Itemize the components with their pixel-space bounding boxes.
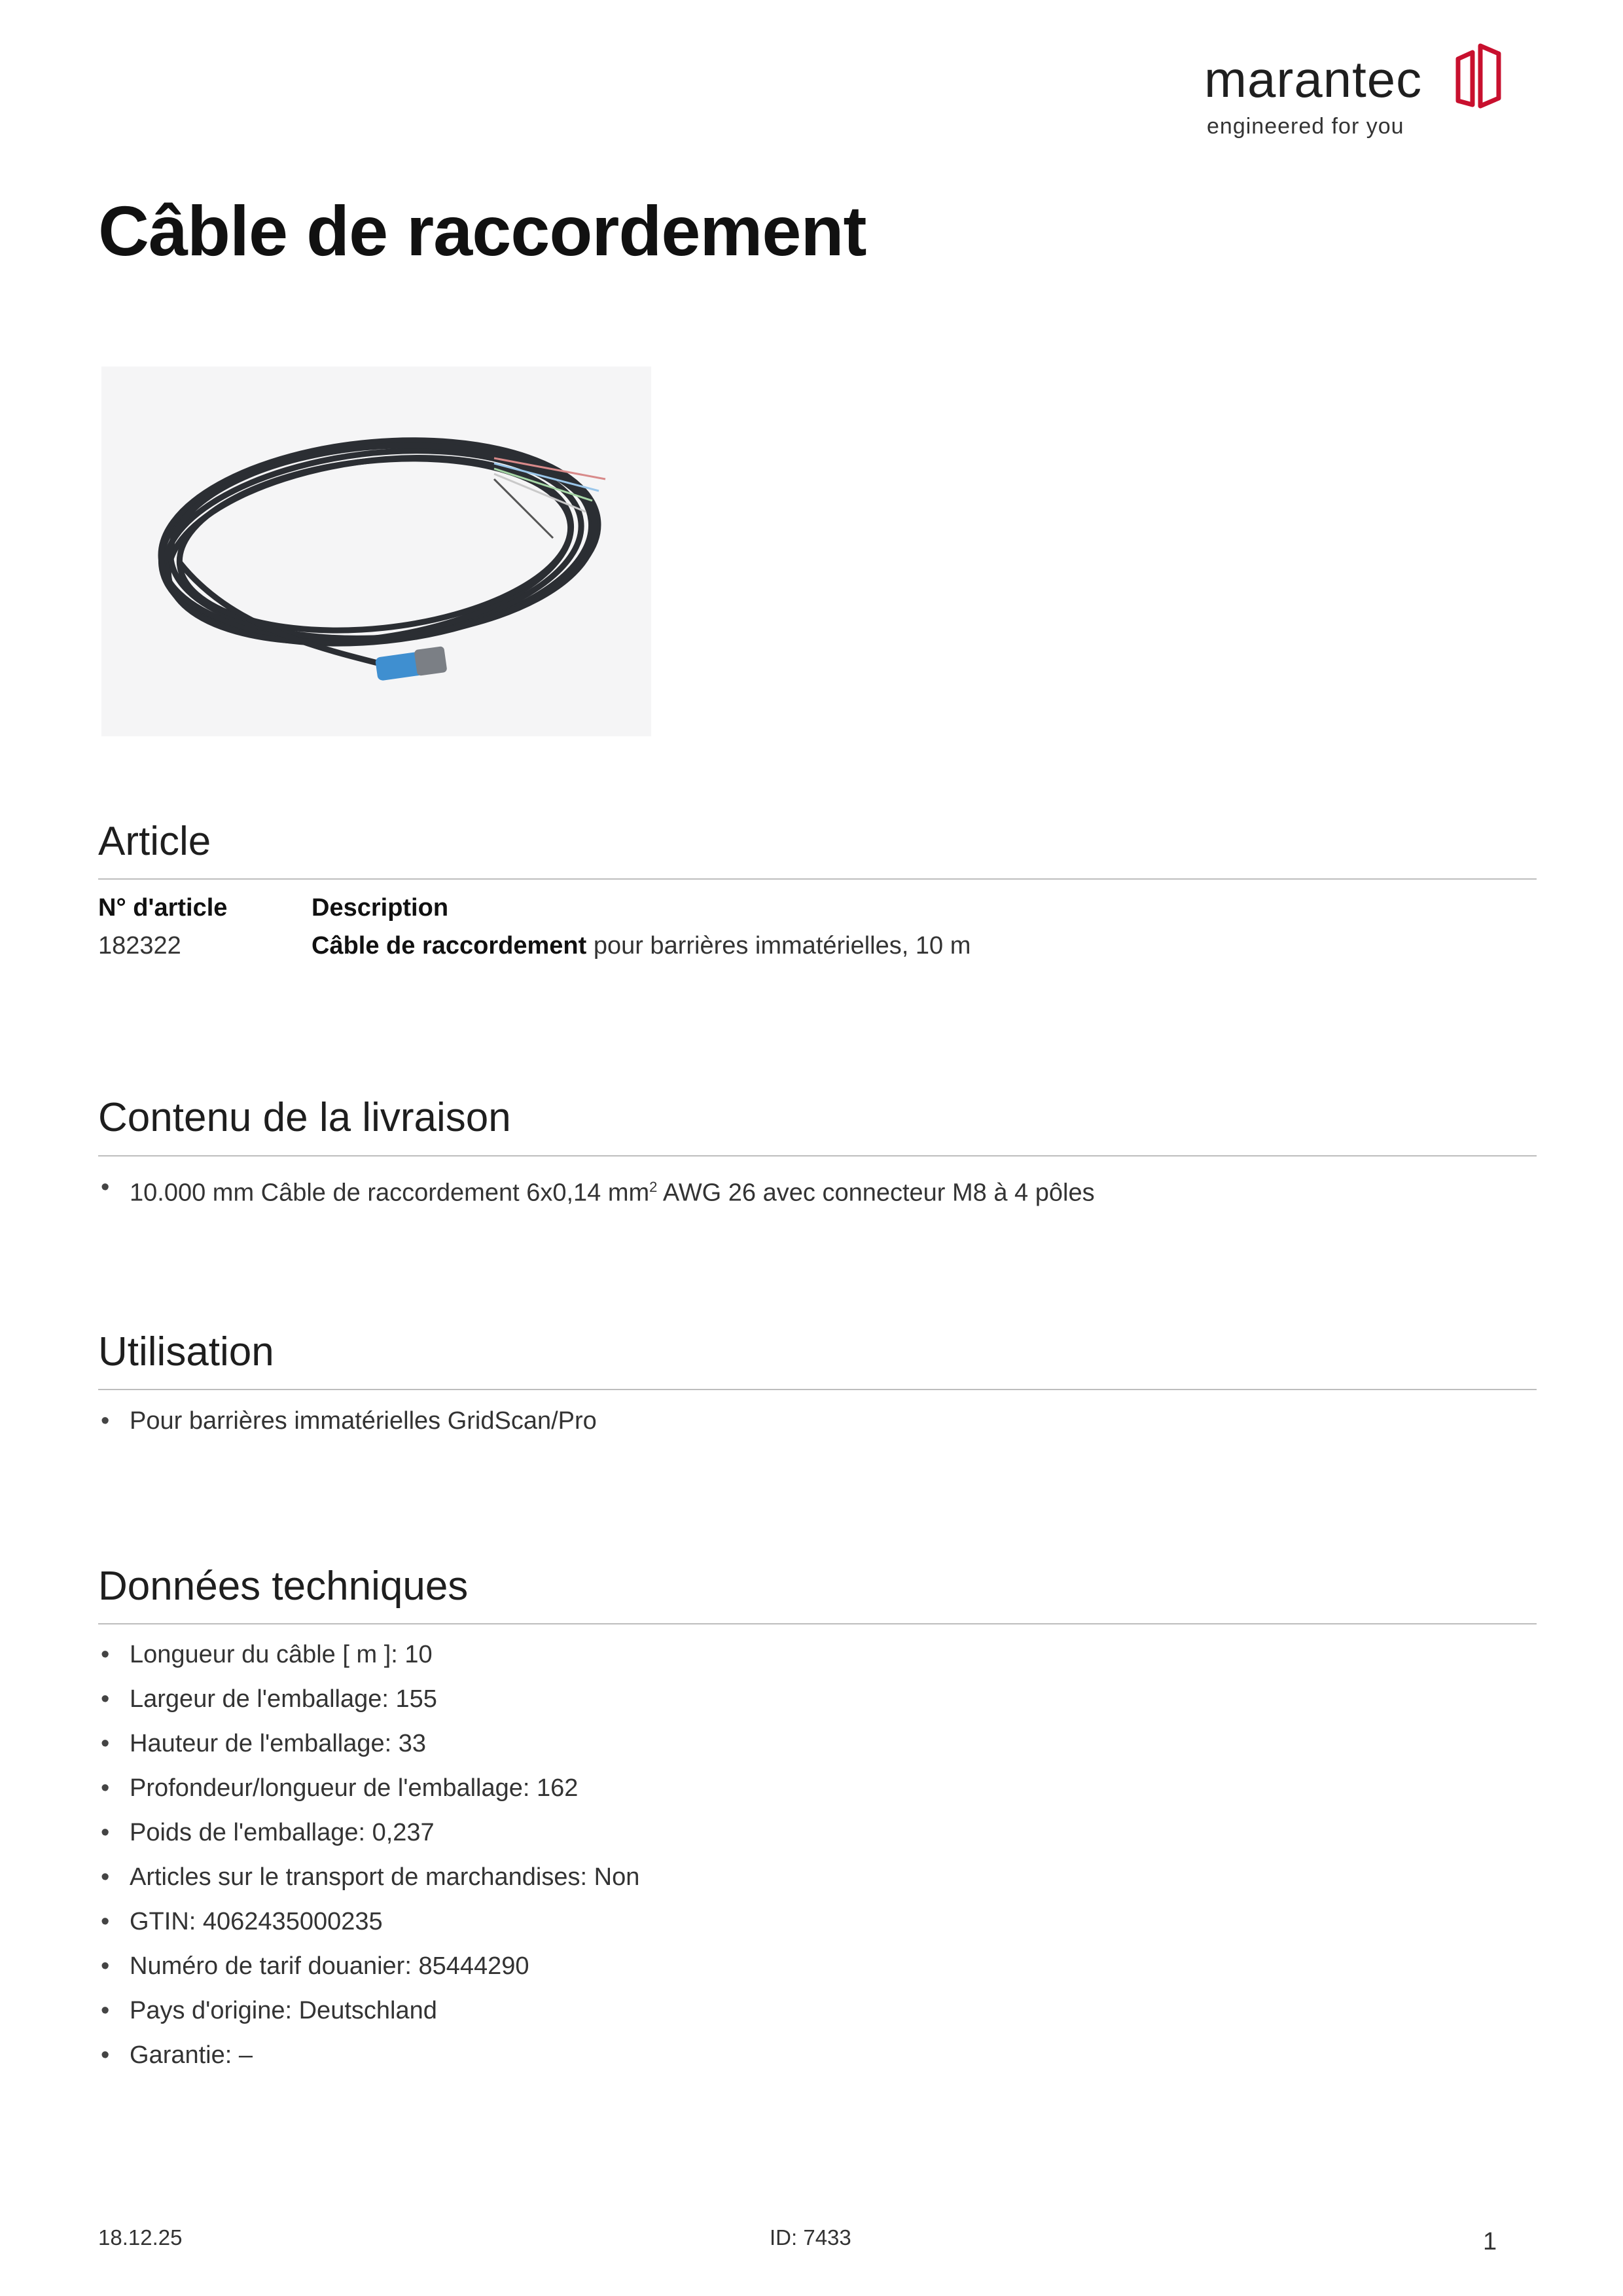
brand-logo xyxy=(1204,41,1505,149)
table-header-article-number: N° d'article xyxy=(98,894,228,922)
list-item: • Poids de l'emballage: 0,237 xyxy=(98,1810,1472,1855)
page-number: 1 xyxy=(1483,2228,1497,2255)
tech-list xyxy=(98,1632,1472,2077)
list-item: • GTIN: 4062435000235 xyxy=(98,1899,1472,1944)
list-item: • Pays d'origine: Deutschland xyxy=(98,1988,1472,2033)
article-description-bold: Câble de raccordement xyxy=(312,932,587,960)
list-item: • Pour barrières immatérielles GridScan/Pro xyxy=(98,1399,1472,1443)
section-heading-usage: Utilisation xyxy=(98,1329,274,1374)
section-heading-delivery: Contenu de la livraison xyxy=(98,1095,511,1140)
product-photo xyxy=(101,367,651,736)
divider xyxy=(98,1389,1537,1390)
list-item: • Largeur de l'emballage: 155 xyxy=(98,1677,1472,1721)
footer-id: ID: 7433 xyxy=(770,2225,851,2250)
section-heading-tech: Données techniques xyxy=(98,1564,469,1609)
brand-mark-icon xyxy=(1453,41,1505,113)
table-header-description: Description xyxy=(312,894,449,922)
article-number: 182322 xyxy=(98,932,181,960)
brand-tagline: engineered for you xyxy=(1207,114,1404,139)
list-item: • Articles sur le transport de marchandises: Non xyxy=(98,1855,1472,1899)
usage-list xyxy=(98,1399,1472,1443)
brand-name: marantec xyxy=(1204,50,1423,108)
page-title: Câble de raccordement xyxy=(98,191,866,270)
list-item: • Numéro de tarif douanier: 85444290 xyxy=(98,1944,1472,1988)
article-description xyxy=(312,932,971,960)
divider xyxy=(98,1623,1537,1624)
divider xyxy=(98,878,1537,880)
list-item: • 10.000 mm Câble de raccordement 6x0,14 $mm^2$ AWG 26 avec connecteur M8 à 4 pôles xyxy=(98,1165,1472,1215)
list-item: • Longueur du câble [ m ]: 10 xyxy=(98,1632,1472,1677)
list-item: • Garantie: – xyxy=(98,2033,1472,2077)
footer-date: 18.12.25 xyxy=(98,2225,183,2250)
divider xyxy=(98,1155,1537,1157)
section-heading-article: Article xyxy=(98,819,211,864)
list-item: • Profondeur/longueur de l'emballage: 162 xyxy=(98,1766,1472,1810)
article-description-rest: pour barrières immatérielles, 10 m xyxy=(586,932,971,960)
list-item: • Hauteur de l'emballage: 33 xyxy=(98,1721,1472,1766)
delivery-list xyxy=(98,1165,1472,1215)
